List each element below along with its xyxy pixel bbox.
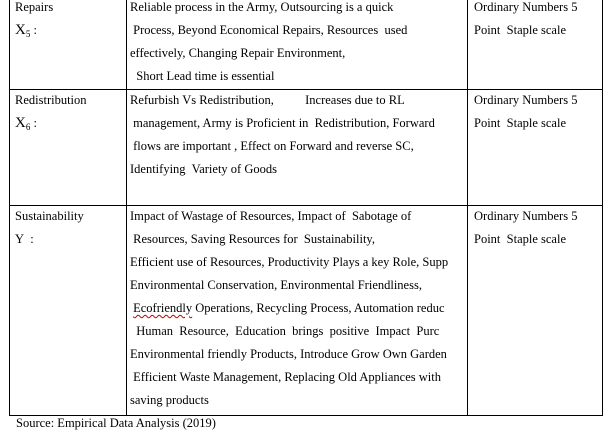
description-line: Efficient use of Resources, Productivity Plays a key Role, Supp [130, 255, 449, 269]
variable-symbol: $X_5$ : [15, 22, 37, 39]
description-line: saving products [130, 393, 209, 407]
scale-cell [474, 0, 601, 42]
description-line: Process, Beyond Economical Repairs, Resources used [130, 23, 408, 37]
description-line: Short Lead time is essential [130, 69, 275, 83]
description-line: Resources, Saving Resources for Sustainability, [130, 232, 375, 246]
scale-cell [474, 89, 601, 135]
description-line: flows are important , Effect on Forward and reverse SC, [130, 139, 414, 153]
description-line: Ecofriendly Operations, Recycling Process, Automation reduc [133, 301, 445, 315]
description-line: Impact of Wastage of Resources, Impact of Sabotage of [130, 209, 412, 223]
variable-name: Sustainability [15, 209, 84, 223]
description-cell [130, 205, 466, 412]
scale-line: Ordinary Numbers 5 [474, 93, 578, 107]
description-line: Environmental friendly Products, Introduce Grow Own Garden [130, 347, 447, 361]
description-line: Reliable process in the Army, Outsourcing is a quick [130, 0, 394, 14]
table-row [15, 205, 123, 251]
scale-line: Ordinary Numbers 5 [474, 209, 578, 223]
table-row [15, 89, 123, 135]
description-line: Environmental Conservation, Environmental Friendliness, [130, 278, 422, 292]
description-cell [130, 89, 466, 181]
description-cell [130, 0, 466, 88]
scale-cell [474, 205, 601, 251]
description-line: effectively, Changing Repair Environment, [130, 46, 346, 60]
description-line: Identifying Variety of Goods [130, 162, 277, 176]
variable-name: Redistribution [15, 93, 87, 107]
table-border-right [602, 0, 603, 416]
description-line: Efficient Waste Management, Replacing Old Appliances with [130, 370, 441, 384]
description-line: management, Army is Proficient in Redistribution, Forward [130, 116, 435, 130]
variable-name: Repairs [15, 0, 54, 14]
description-line: Refurbish Vs Redistribution, Increases due to RL [130, 93, 405, 107]
scale-line: Ordinary Numbers 5 [474, 0, 578, 14]
table-border-left [9, 0, 10, 416]
spellcheck-flagged-word: Ecofriendly [133, 301, 193, 315]
column-divider-1 [126, 0, 127, 416]
table-row [15, 0, 123, 42]
scale-line: Point Staple scale [474, 23, 566, 37]
description-line: Human Resource, Education brings positive Impact Purc [130, 324, 440, 338]
column-divider-2 [467, 0, 468, 416]
source-caption: Source: Empirical Data Analysis (2019) [16, 416, 216, 430]
scale-line: Point Staple scale [474, 232, 566, 246]
variable-symbol: $X_6$ : [15, 115, 37, 132]
scale-line: Point Staple scale [474, 116, 566, 130]
variable-symbol: Y : [15, 232, 34, 246]
